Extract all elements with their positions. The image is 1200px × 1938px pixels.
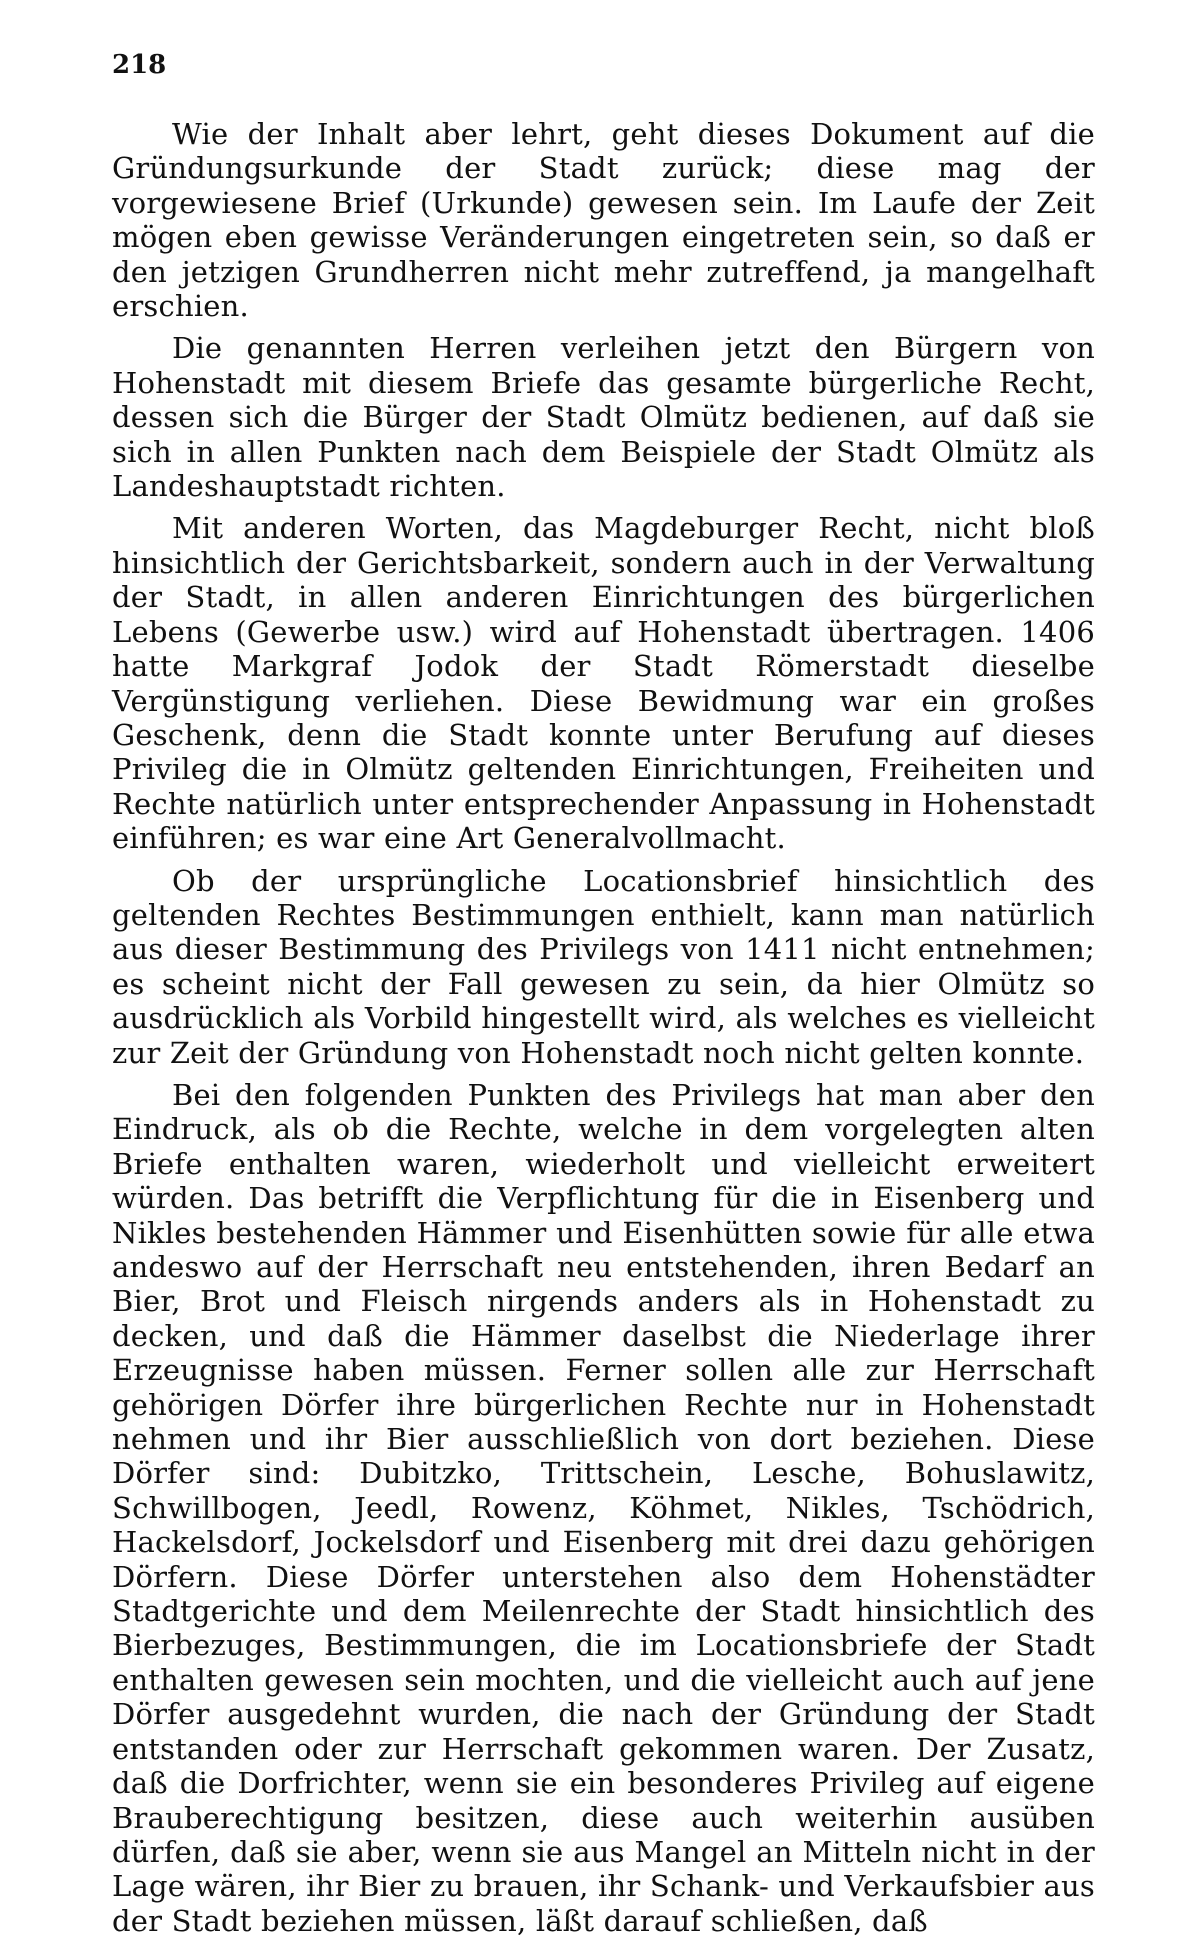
paragraph-2: Die genannten Herren verleihen jetzt den Bürgern von Hohenstadt mit diesem Briefe das gesamte bürgerliche Recht, dessen sich die Bürger der Stadt Olmütz bedienen, auf daß sie sich in allen Punkten nach dem Beispiele der Stadt Olmütz als Landeshauptstadt richten. <box>112 331 1095 504</box>
paragraph-3: Mit anderen Worten, das Magdeburger Recht, nicht bloß hinsichtlich der Gerichtsbarkeit, sondern auch in der Verwaltung der Stadt, in allen anderen Einrichtungen des bürgerlichen Lebens (Gewerbe usw.) wird auf Hohenstadt übertragen. 1406 hatte Markgraf Jodok der Stadt Römerstadt dieselbe Vergünstigung verliehen. Diese Bewidmung war ein großes Geschenk, denn die Stadt konnte unter Berufung auf dieses Privileg die in Olmütz geltenden Einrichtungen, Freiheiten und Rechte natürlich unter entsprechender Anpassung in Hohenstadt einführen; es war eine Art Generalvollmacht. <box>112 511 1095 856</box>
paragraph-1: Wie der Inhalt aber lehrt, geht dieses Dokument auf die Gründungsurkunde der Stadt zurück; diese mag der vorgewiesene Brief (Urkunde) gewesen sein. Im Laufe der Zeit mögen eben gewisse Veränderungen eingetreten sein, so daß er den jetzigen Grundherren nicht mehr zutreffend, ja mangelhaft erschien. <box>112 117 1095 324</box>
paragraph-4: Ob der ursprüngliche Locationsbrief hinsichtlich des geltenden Rechtes Bestimmungen enthielt, kann man natürlich aus dieser Bestimmung des Privilegs von 1411 nicht entnehmen; es scheint nicht der Fall gewesen zu sein, da hier Olmütz so ausdrücklich als Vorbild hingestellt wird, als welches es vielleicht zur Zeit der Gründung von Hohenstadt noch nicht gelten konnte. <box>112 863 1095 1070</box>
paragraph-5: Bei den folgenden Punkten des Privilegs hat man aber den Eindruck, als ob die Rechte, welche in dem vorgelegten alten Briefe enthalten waren, wiederholt und vielleicht erweitert würden. Das betrifft die Verpflichtung für die in Eisenberg und Nikles bestehenden Hämmer und Eisenhütten sowie für alle etwa andeswo auf der Herrschaft neu entstehenden, ihren Bedarf an Bier, Brot und Fleisch nirgends anders als in Hohenstadt zu decken, und daß die Hämmer daselbst die Niederlage ihrer Erzeugnisse haben müssen. Ferner sollen alle zur Herrschaft gehörigen Dörfer ihre bürgerlichen Rechte nur in Hohenstadt nehmen und ihr Bier ausschließlich von dort beziehen. Diese Dörfer sind: Dubitzko, Trittschein, Lesche, Bohuslawitz, Schwillbogen, Jeedl, Rowenz, Köhmet, Nikles, Tschödrich, Hackelsdorf, Jockelsdorf und Eisenberg mit drei dazu gehörigen Dörfern. Diese Dörfer unterstehen also dem Hohenstädter Stadtgerichte und dem Meilenrechte der Stadt hinsichtlich des Bierbezuges, Bestimmungen, die im Locationsbriefe der Stadt enthalten gewesen sein mochten, und die vielleicht auch auf jene Dörfer ausgedehnt wurden, die nach der Gründung der Stadt entstanden oder zur Herrschaft gekommen waren. Der Zusatz, daß die Dorfrichter, wenn sie ein besonderes Privileg auf eigene Brauberechtigung besitzen, diese auch weiterhin ausüben dürfen, daß sie aber, wenn sie aus Mangel an Mitteln nicht in der Lage wären, ihr Bier zu brauen, ihr Schank- und Verkaufsbier aus der Stadt beziehen müssen, läßt darauf schließen, daß <box>112 1077 1095 1938</box>
page-number: 218 <box>112 50 167 80</box>
